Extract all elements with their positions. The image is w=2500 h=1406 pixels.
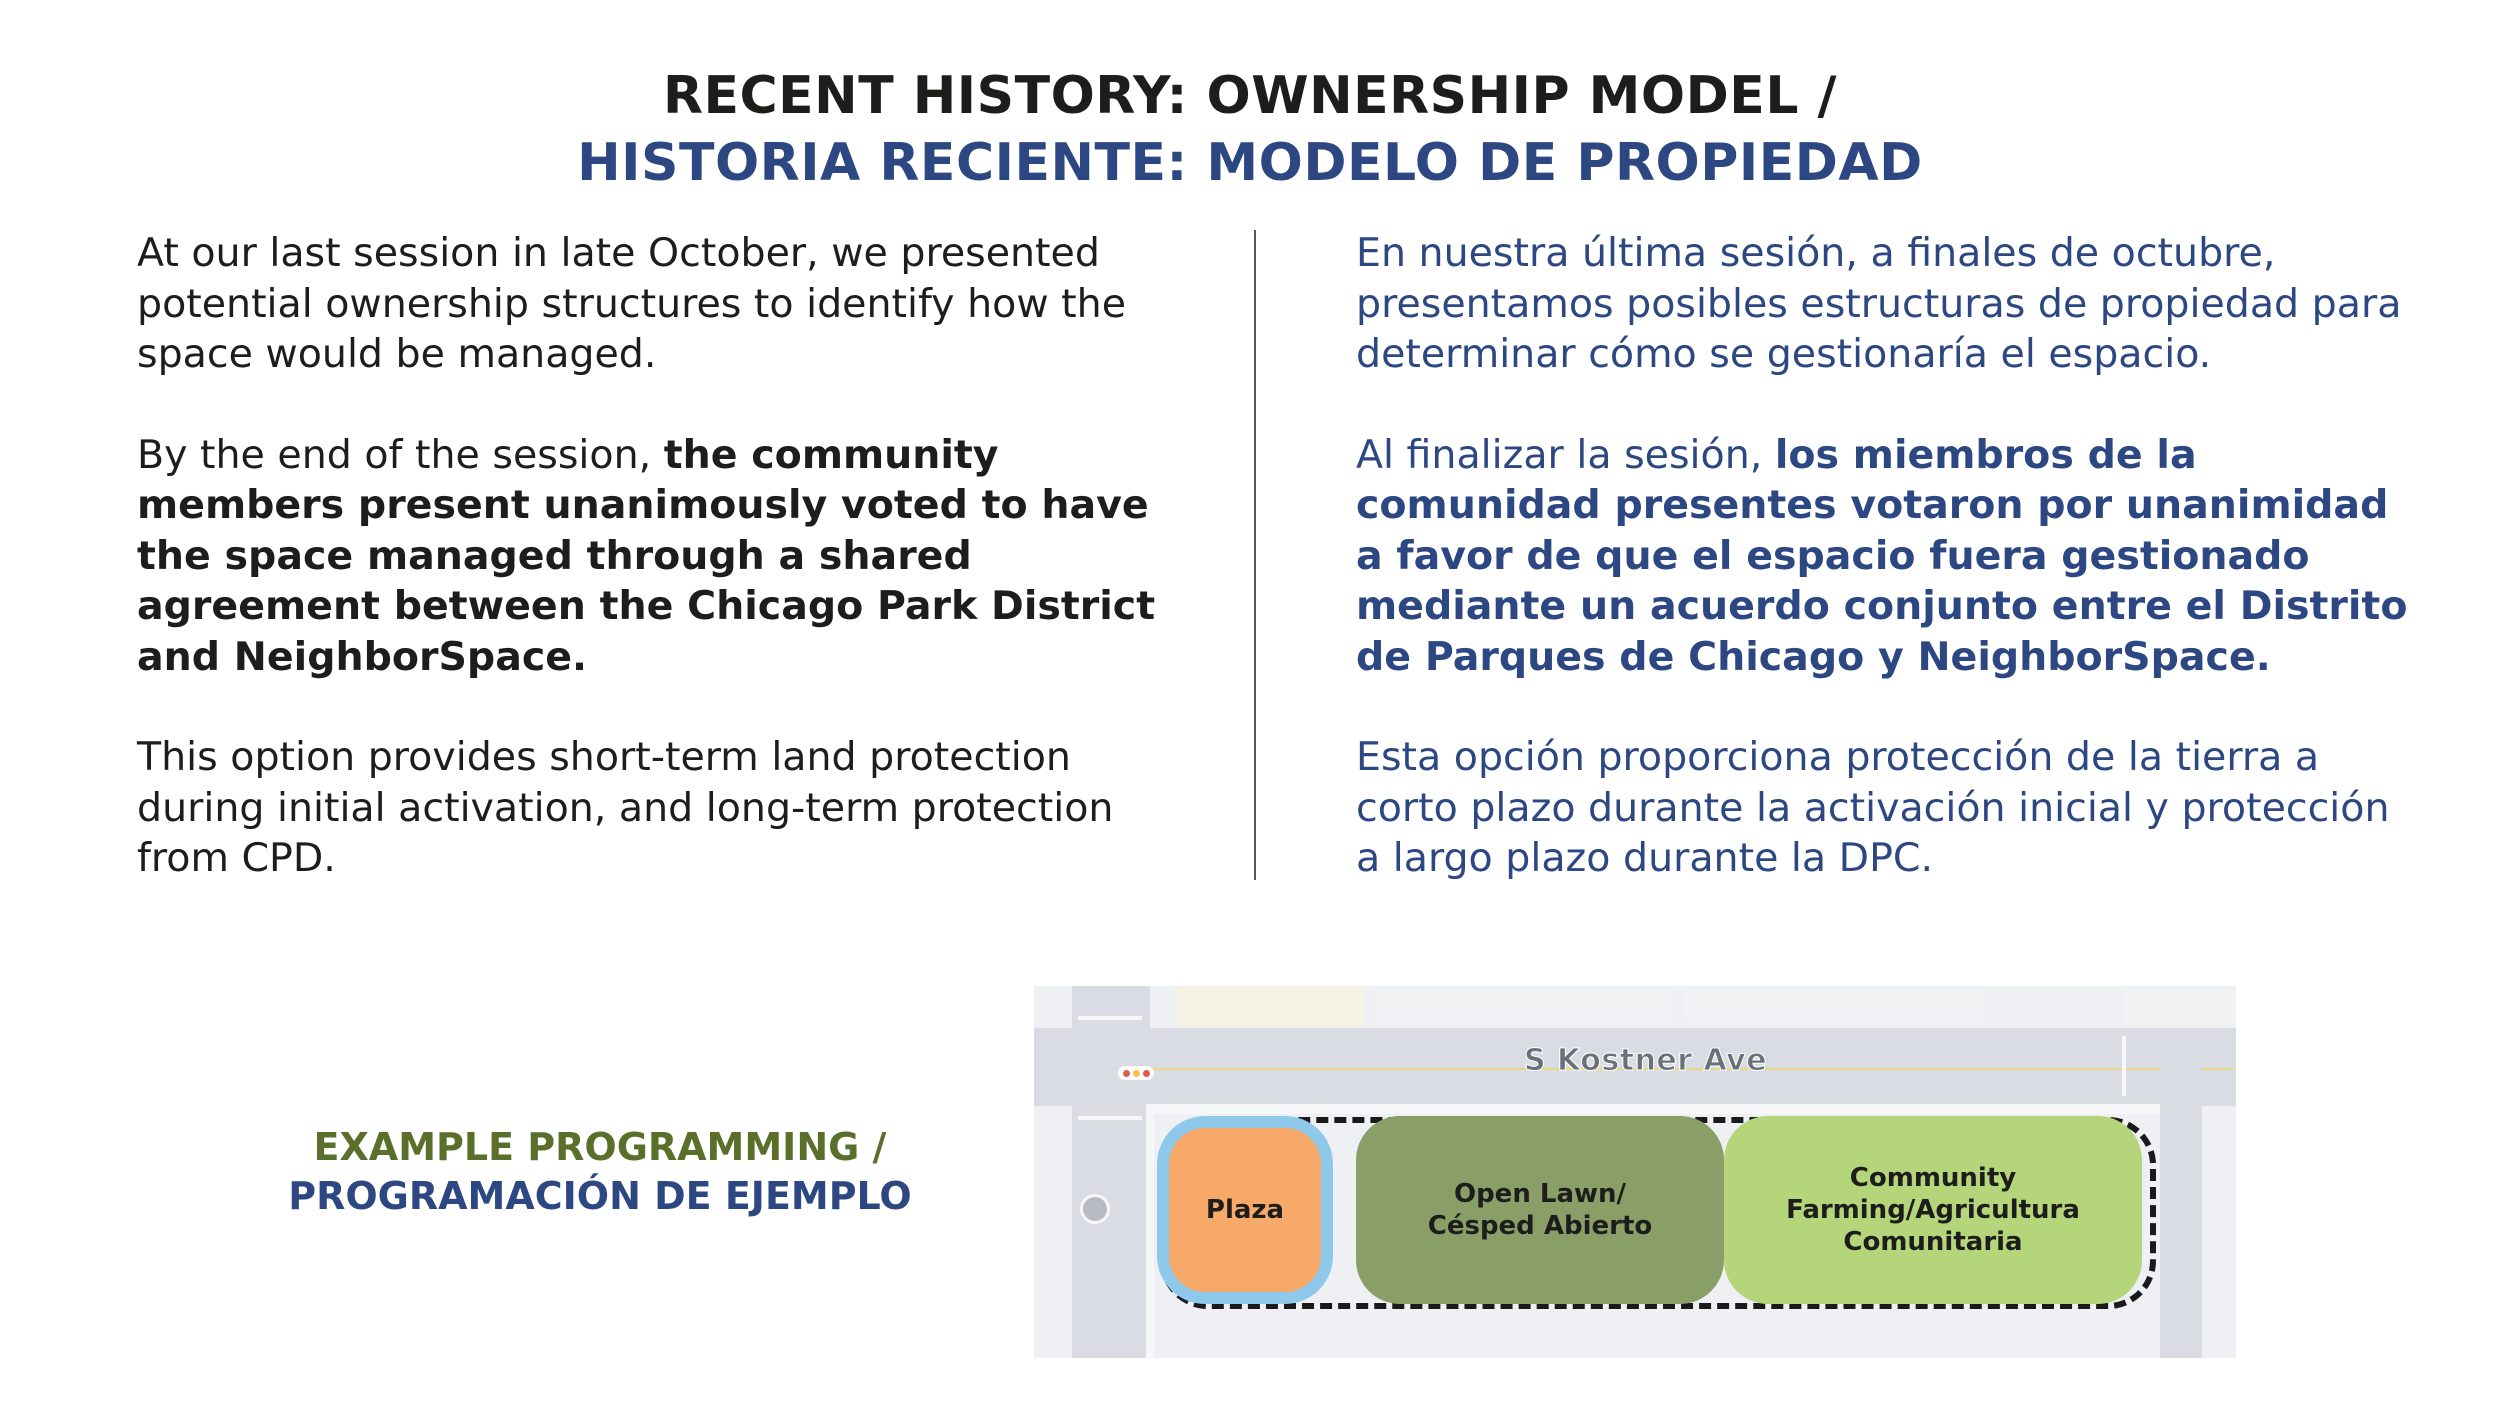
spanish-paragraph-2 — [1356, 430, 2416, 683]
page-title-spanish: HISTORIA RECIENTE: MODELO DE PROPIEDAD — [577, 133, 1923, 193]
building — [1374, 986, 1674, 1022]
zone-farm-label-3: Comunitaria — [1843, 1227, 2023, 1257]
crosswalk — [1078, 1116, 1142, 1120]
sidewalk — [1146, 1104, 1154, 1358]
building — [2124, 986, 2236, 1026]
zone-plaza — [1157, 1116, 1333, 1304]
spanish-paragraph-1: En nuestra última sesión, a finales de octubre, presentamos posibles estructuras de propiedad para determinar cómo se gestionaría el espacio. — [1356, 230, 2402, 377]
traffic-light-icon — [1118, 1066, 1154, 1080]
building — [1174, 986, 1364, 1026]
page-title: RECENT HISTORY: OWNERSHIP MODEL / — [662, 66, 1838, 126]
zone-lawn-label-1: Open Lawn/ — [1453, 1179, 1627, 1209]
map-marker-icon — [1080, 1194, 1110, 1224]
sidewalk — [1146, 1104, 2160, 1114]
english-paragraph-2 — [137, 430, 1177, 683]
road-centerline — [2202, 1068, 2236, 1070]
site-map — [1034, 986, 2236, 1358]
zone-lawn-label-2: Césped Abierto — [1427, 1211, 1653, 1241]
column-divider — [1254, 230, 1256, 880]
zone-community-farming — [1724, 1116, 2142, 1304]
spanish-p2-bold: los miembros de la comunidad presentes votaron por unanimidad a favor de que el espacio fuera gestionado mediante un acuerdo conjunto entre el Distrito de Parques de Chicago y NeighborSpace. — [1356, 431, 2408, 680]
english-paragraph-1: At our last session in late October, we presented potential ownership structures to identify how the space would be managed. — [137, 230, 1127, 377]
zone-farm-label-2: Farming/Agricultura — [1786, 1195, 2080, 1225]
building — [1684, 986, 1984, 1022]
zone-farm-label-1: Community — [1849, 1163, 2017, 1193]
road-vertical-right — [2160, 1046, 2202, 1358]
english-p2-bold: the community members present unanimously voted to have the space managed through a shared agreement between the Chicago Park District and NeighborSpace. — [137, 431, 1156, 680]
street-label: S Kostner Ave — [1524, 1043, 1768, 1078]
spanish-column — [1356, 228, 2416, 934]
zone-plaza-label: Plaza — [1205, 1195, 1285, 1225]
zone-open-lawn — [1356, 1116, 1724, 1304]
english-column — [137, 228, 1177, 934]
english-p2-lead: By the end of the session, — [137, 431, 664, 478]
crosswalk — [1078, 1016, 1142, 1020]
english-paragraph-3: This option provides short-term land protection during initial activation, and long-term protection from CPD. — [137, 734, 1114, 881]
crosswalk — [2122, 1036, 2126, 1096]
spanish-paragraph-3: Esta opción proporciona protección de la tierra a corto plazo durante la activación inicial y protección a largo plazo durante la DPC. — [1356, 734, 2390, 881]
spanish-p2-lead: Al finalizar la sesión, — [1356, 431, 1775, 478]
example-heading: EXAMPLE PROGRAMMING / — [313, 1125, 887, 1169]
road-vertical-left — [1072, 986, 1150, 1358]
example-heading-spanish: PROGRAMACIÓN DE EJEMPLO — [288, 1174, 912, 1218]
